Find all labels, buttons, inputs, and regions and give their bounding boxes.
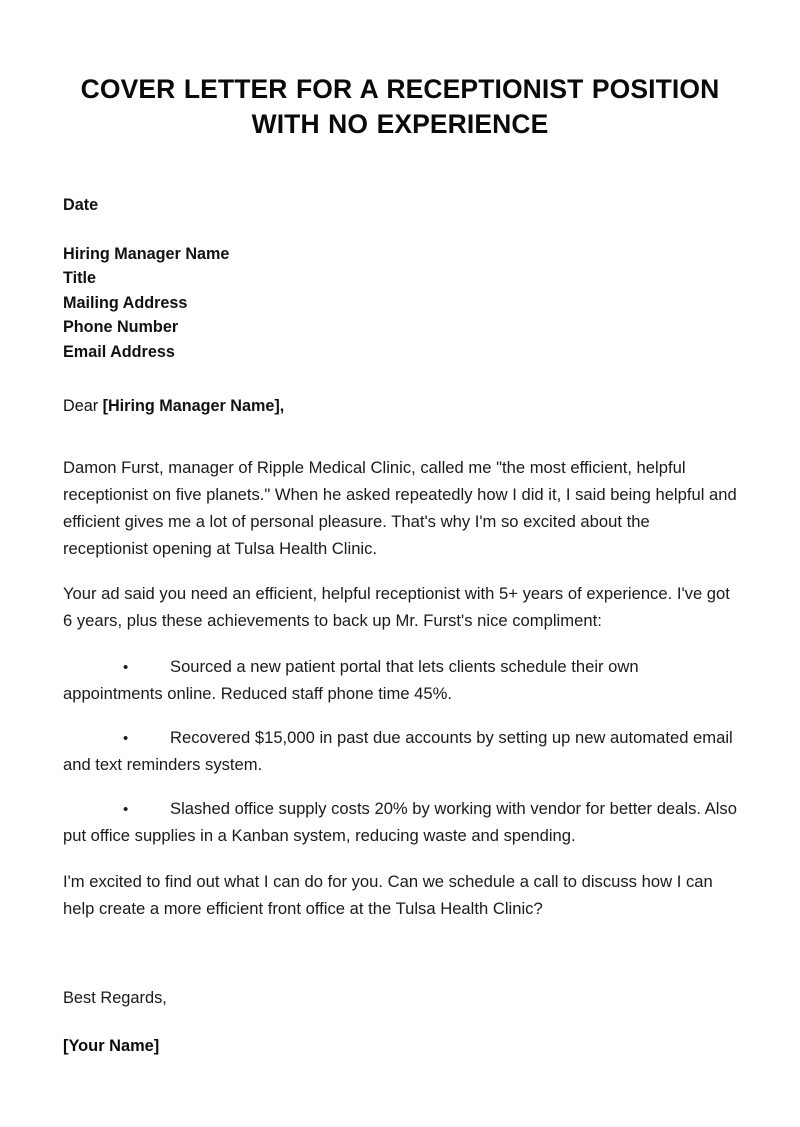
paragraph-qualifications: Your ad said you need an efficient, helpful receptionist with 5+ years of experience. I've got 6 years, plus these achievements to back up Mr. Furst's nice compliment: bbox=[63, 584, 730, 631]
phone-number-field: Phone Number bbox=[63, 318, 179, 337]
mailing-address-field: Mailing Address bbox=[63, 293, 188, 312]
achievements-list bbox=[63, 654, 737, 849]
paragraph-intro: Damon Furst, manager of Ripple Medical Clinic, called me "the most efficient, helpful receptionist on five planets." When he asked repeatedly how I did it, I said being helpful and efficient gives me a lot of personal pleasure. That's why I'm so excited about the receptionist opening at Tulsa Health Clinic. bbox=[63, 457, 737, 558]
letter-header-block bbox=[63, 193, 737, 365]
email-address-field: Email Address bbox=[63, 343, 175, 362]
salutation-recipient: [Hiring Manager Name], bbox=[102, 396, 285, 415]
list-item-text: Sourced a new patient portal that lets clients schedule their own appointments online. Reduced staff phone time 45%. bbox=[63, 657, 639, 704]
closing-phrase: Best Regards, bbox=[63, 989, 167, 1008]
title-field: Title bbox=[63, 269, 96, 288]
bullet-icon: • bbox=[123, 729, 129, 747]
page-title: COVER LETTER FOR A RECEPTIONIST POSITION WITH NO EXPERIENCE bbox=[80, 74, 720, 139]
hiring-manager-name-field: Hiring Manager Name bbox=[63, 244, 230, 263]
signoff-block bbox=[63, 986, 737, 1056]
paragraph-closing: I'm excited to find out what I can do for you. Can we schedule a call to discuss how I can help create a more efficient front office at the Tulsa Health Clinic? bbox=[63, 872, 713, 919]
list-item bbox=[63, 654, 737, 708]
list-item-text: Slashed office supply costs 20% by working with vendor for better deals. Also put office supplies in a Kanban system, reducing waste and spending. bbox=[63, 798, 737, 845]
bullet-icon: • bbox=[123, 800, 129, 818]
salutation-greeting: Dear bbox=[63, 396, 103, 415]
list-item-text: Recovered $15,000 in past due accounts by setting up new automated email and text reminders system. bbox=[63, 727, 733, 774]
date-field: Date bbox=[63, 195, 99, 214]
bullet-icon: • bbox=[123, 659, 129, 677]
salutation bbox=[63, 394, 737, 418]
list-item bbox=[63, 725, 737, 779]
list-item bbox=[63, 796, 737, 850]
signature-name-placeholder: [Your Name] bbox=[63, 1036, 160, 1055]
